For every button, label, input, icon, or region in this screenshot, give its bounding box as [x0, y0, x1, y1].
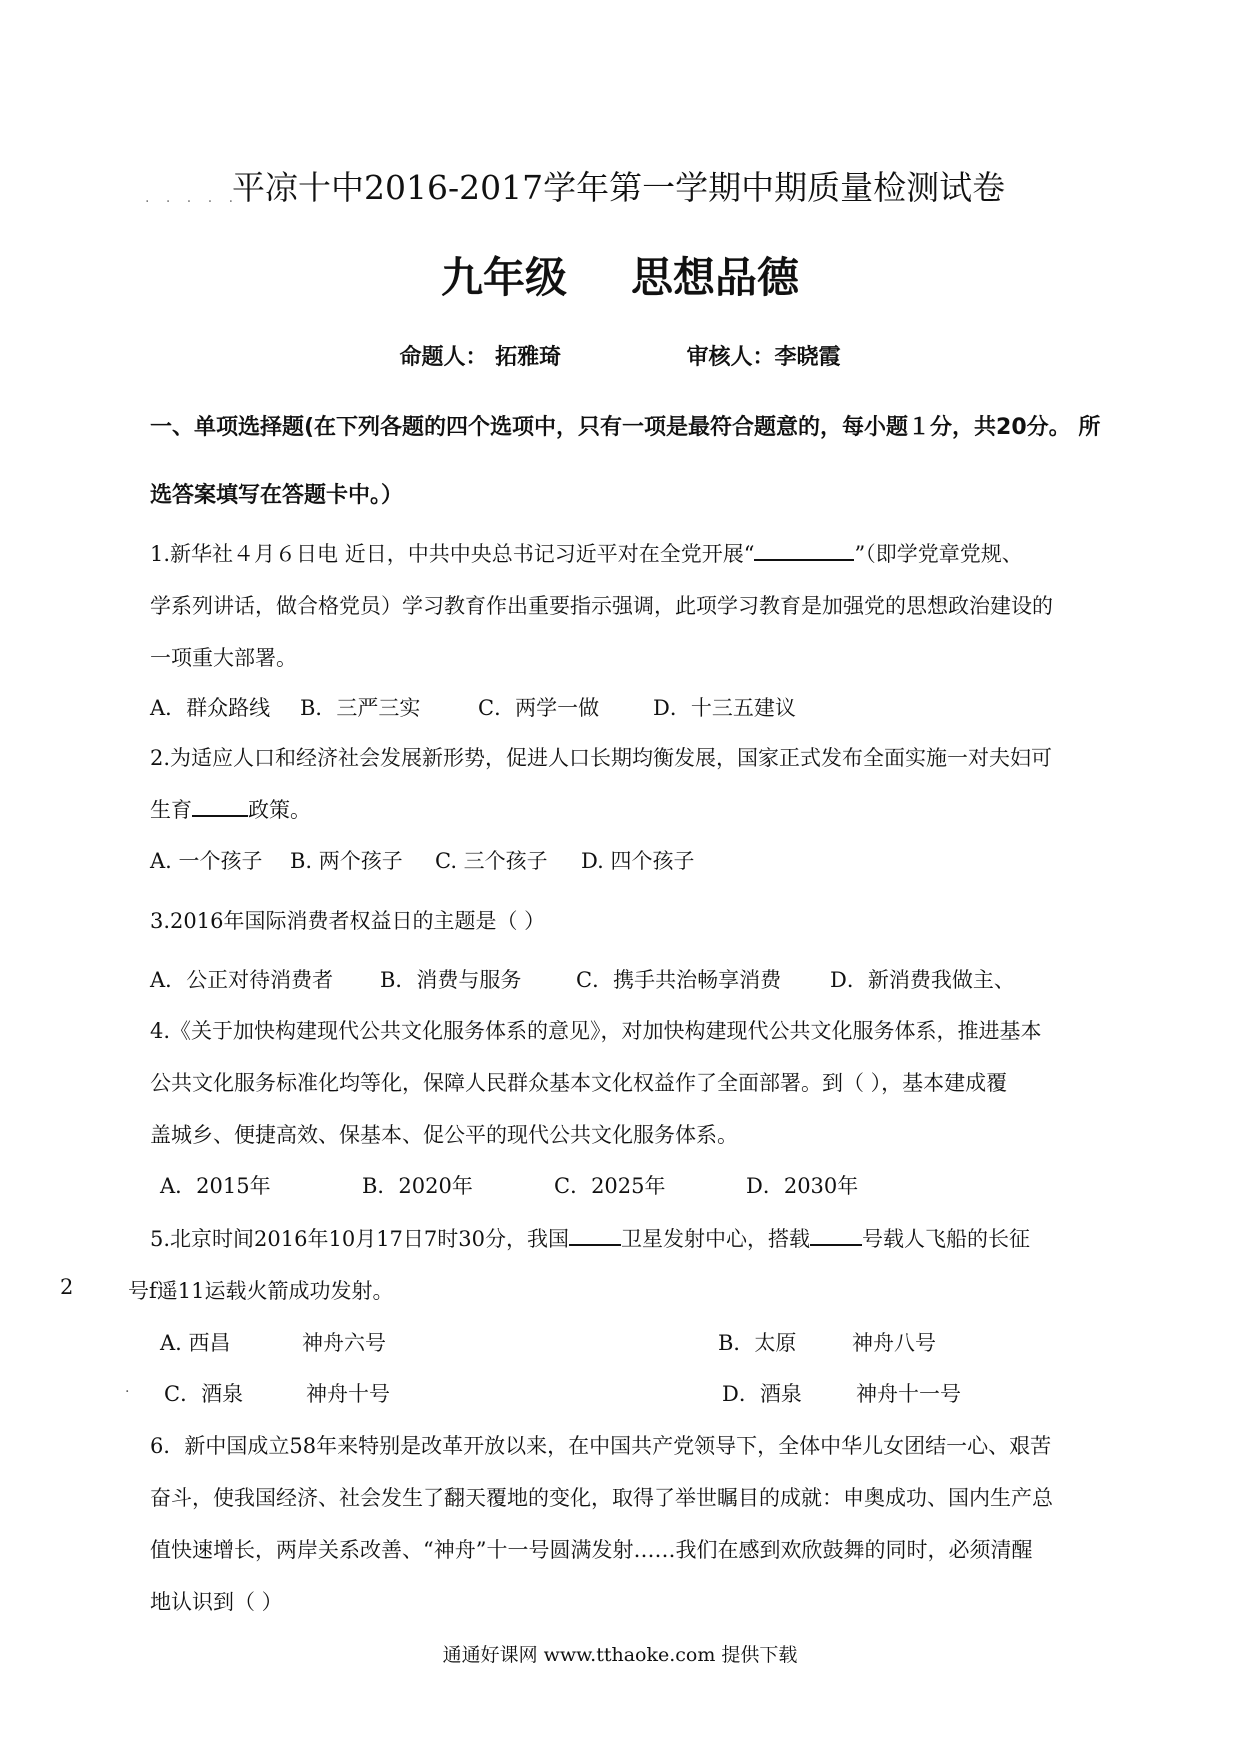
- q3-line1: 3.2016年国际消费者权益日的主题是（ ）: [150, 909, 546, 933]
- q5-option-d-place: D．酒泉: [722, 1382, 802, 1406]
- exam-subtitle: [0, 245, 1240, 305]
- q5-option-b-place: B．太原: [718, 1331, 797, 1355]
- footer-credit: 通通好课网 www.tthaoke.com 提供下载: [442, 1644, 798, 1666]
- q4-option-d: D．2030年: [746, 1174, 859, 1198]
- q1-line2: 学系列讲话，做合格党员）学习教育作出重要指示强调，此项学习教育是加强党的思想政治建设的: [150, 594, 1053, 618]
- q5-text-a: 5.北京时间2016年10月17日7时30分，我国: [150, 1227, 570, 1251]
- q2-blank: [192, 797, 248, 817]
- q5-line1: [150, 1223, 1030, 1253]
- q2-text-b: 政策。: [248, 798, 311, 822]
- q5-text-c: 号载人飞船的长征: [862, 1227, 1031, 1251]
- q6-line1: 6．新中国成立58年来特别是改革开放以来，在中国共产党领导下，全体中华儿女团结一心、艰苦: [150, 1434, 1052, 1458]
- q4-options: [160, 1170, 858, 1200]
- section-heading-line2: 选答案填写在答题卡中。）: [150, 483, 404, 508]
- q5-line2: 号f遥11运载火箭成功发射。: [128, 1279, 394, 1303]
- q4-line1: 4.《关于加快构建现代公共文化服务体系的意见》，对加快构建现代公共文化服务体系，推进基本: [150, 1019, 1042, 1043]
- q1-line1: [150, 538, 1023, 568]
- q2-text-a: 生育: [150, 798, 192, 822]
- q6-line2: 奋斗，使我国经济、社会发生了翻天覆地的变化，取得了举世瞩目的成就：申奥成功、国内生产总: [150, 1486, 1053, 1510]
- margin-number: 2: [60, 1275, 74, 1299]
- decorative-dots: . . . . .: [145, 190, 240, 206]
- q6-line4: 地认识到（ ）: [150, 1590, 283, 1614]
- q5-option-a-place: A. 西昌: [160, 1331, 231, 1355]
- q5-option-d-ship: 神舟十一号: [856, 1382, 961, 1406]
- q5-option-c-place: C．酒泉: [164, 1382, 244, 1406]
- q5-option-a-ship: 神舟六号: [302, 1331, 386, 1355]
- q5-option-d: [722, 1378, 961, 1408]
- q2-line1: 2.为适应人口和经济社会发展新形势，促进人口长期均衡发展，国家正式发布全面实施一对夫妇可: [150, 746, 1053, 770]
- q5-blank-1: [569, 1226, 621, 1246]
- reviewer-name: 李晓霞: [774, 345, 841, 370]
- author-name: 拓雅琦: [495, 345, 562, 370]
- q1-option-c: C．两学一做: [478, 696, 600, 720]
- q1-option-d: D．十三五建议: [653, 696, 796, 720]
- q5-option-a: [160, 1327, 386, 1357]
- q1-blank: [754, 541, 854, 561]
- q4-line2: 公共文化服务标准化均等化，保障人民群众基本文化权益作了全面部署。到（ ），基本建成覆: [150, 1071, 1008, 1095]
- q2-options: [150, 845, 694, 875]
- q4-option-b: B．2020年: [362, 1174, 473, 1198]
- q1-line3: 一项重大部署。: [150, 646, 297, 670]
- q3-options: [150, 964, 1015, 994]
- q6-line3: 值快速增长，两岸关系改善、“神舟”十一号圆满发射……我们在感到欢欣鼓舞的同时，必须清醒: [150, 1538, 1033, 1562]
- q1-text-a: 1.新华社４月６日电 近日，中共中央总书记习近平对在全党开展“: [150, 542, 755, 566]
- q3-option-b: B．消费与服务: [380, 968, 522, 992]
- q1-text-b: ”（即学党章党规、: [854, 542, 1023, 566]
- q3-option-c: C．携手共治畅享消费: [576, 968, 782, 992]
- author-line: [0, 340, 1240, 371]
- reviewer-label: 审核人：: [686, 345, 775, 370]
- q2-option-d: D. 四个孩子: [581, 849, 695, 873]
- q5-option-b: [718, 1327, 936, 1357]
- q2-option-b: B. 两个孩子: [290, 849, 403, 873]
- q4-line3: 盖城乡、便捷高效、保基本、促公平的现代公共文化服务体系。: [150, 1123, 738, 1147]
- q5-text-b: 卫星发射中心，搭载: [621, 1227, 811, 1251]
- q5-option-c-ship: 神舟十号: [306, 1382, 390, 1406]
- q4-option-c: C．2025年: [554, 1174, 666, 1198]
- q4-option-a: A．2015年: [160, 1174, 271, 1198]
- q5-option-c: [164, 1378, 390, 1408]
- exam-title: 平凉十中2016-2017学年第一学期中期质量检测试卷: [232, 168, 1006, 207]
- q2-option-a: A. 一个孩子: [150, 849, 263, 873]
- subject-label: 思想品德: [631, 253, 800, 302]
- q2-line2: [150, 794, 311, 824]
- q2-option-c: C. 三个孩子: [435, 849, 548, 873]
- grade-label: 九年级: [440, 253, 567, 302]
- q1-option-a: A．群众路线: [150, 696, 271, 720]
- q3-option-d: D．新消费我做主、: [830, 968, 1015, 992]
- q5-option-b-ship: 神舟八号: [852, 1331, 936, 1355]
- section-heading-line1: 一、单项选择题(在下列各题的四个选项中，只有一项是最符合题意的，每小题１分，共20分。 所: [150, 415, 1101, 440]
- author-label: 命题人：: [399, 345, 488, 370]
- margin-dot: .: [125, 1380, 130, 1396]
- q1-options: [150, 692, 796, 722]
- q5-blank-2: [810, 1226, 862, 1246]
- q3-option-a: A．公正对待消费者: [150, 968, 334, 992]
- q1-option-b: B．三严三实: [300, 696, 421, 720]
